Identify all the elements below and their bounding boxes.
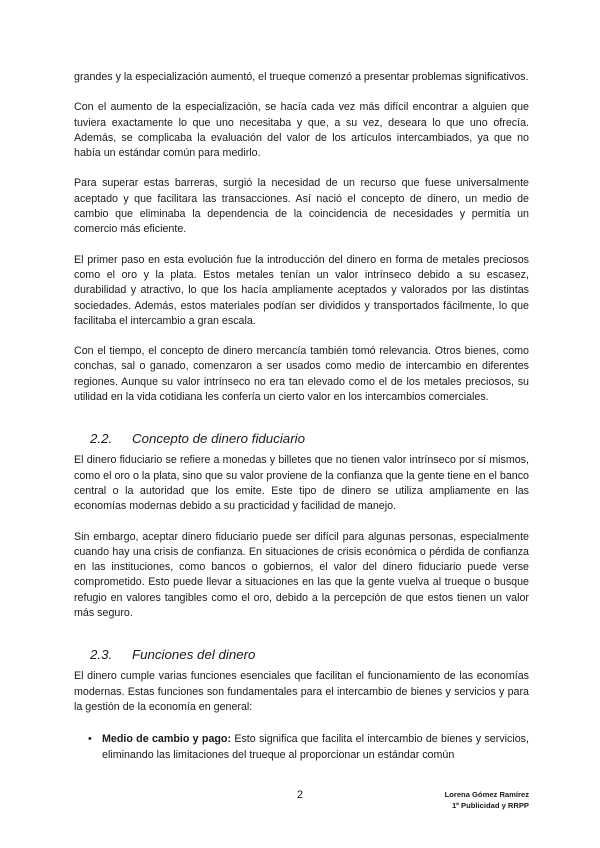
footer-author-block xyxy=(445,790,529,811)
section-number: 2.2. xyxy=(90,431,113,447)
page-number: 2 xyxy=(296,789,304,801)
author-name: Lorena Gómez Ramírez xyxy=(444,790,529,799)
paragraph: Con el tiempo, el concepto de dinero mercancía también tomó relevancia. Otros bienes, como conchas, sal o ganado, comenzaron a ser usados como medio de intercambio en diferentes regiones. Aunque su valor intrínseco no era tan elevado como el de los metales preciosos, su utilidad en la vida cotidiana les confería un cierto valor en los intercambios comerciales. xyxy=(74,345,529,404)
paragraph: Para superar estas barreras, surgió la necesidad de un recurso que fuese universalmente aceptado y que facilitara las transacciones. Así nació el concepto de dinero, un medio de cambio que eliminaba la dependencia de la coincidencia de necesidades y permitía un comercio más eficiente. xyxy=(74,177,529,236)
section-title: Funciones del dinero xyxy=(132,647,256,663)
functions-list xyxy=(74,732,529,763)
list-item xyxy=(74,732,529,763)
bullet-icon: • xyxy=(88,733,92,746)
paragraph: Con el aumento de la especialización, se hacía cada vez más difícil encontrar a alguien que tuviera exactamente lo que uno necesitaba y que, a su vez, deseara lo que uno ofrecía. Además, se complicaba la evaluación del valor de los artículos intercambiados, ya que no había un estándar común para medirlo. xyxy=(74,101,529,160)
paragraph: El dinero fiduciario se refiere a monedas y billetes que no tienen valor intrínseco por sí mismos, como el oro o la plata, sino que su valor proviene de la confianza que la gente tiene en el banco central o la autoridad que los emite. Este tipo de dinero se utiliza ampliamente en las economías modernas debido a su practicidad y facilidad de manejo. xyxy=(74,454,529,513)
list-item-text: Esto significa que facilita el intercambio de bienes y servicios, eliminando las limitaciones del trueque al proporcionar un estándar común xyxy=(102,733,529,761)
paragraph: El dinero cumple varias funciones esenciales que facilitan el funcionamiento de las economías modernas. Estas funciones son fundamentales para el intercambio de bienes y servicios y para la gestión de la economía en general: xyxy=(74,670,529,713)
section-number: 2.3. xyxy=(90,647,113,663)
course-name: 1º Publicidad y RRPP xyxy=(451,800,529,810)
paragraph: Sin embargo, aceptar dinero fiduciario puede ser difícil para algunas personas, especialmente cuando hay una crisis de confianza. En situaciones de crisis económica o pérdida de confianza en las instituciones, como bancos o gobiernos, el valor del dinero fiduciario puede verse comprometido. Esto puede llevar a situaciones en las que la gente vuelva al trueque o busque refugio en valores tangibles como el oro, debido a la percepción de que estos tienen un valor más seguro. xyxy=(74,530,529,620)
section-heading-2-3 xyxy=(74,646,529,664)
paragraph: El primer paso en esta evolución fue la introducción del dinero en forma de metales preciosos como el oro y la plata. Estos metales tenían un valor intrínseco debido a su escasez, durabilidad y atractivo, lo que los hacía ampliamente aceptados y valorados por las distintas sociedades. Además, estos materiales podían ser divididos y transportados fácilmente, lo que facilitaba el intercambio a gran escala. xyxy=(74,253,529,327)
list-item-term: Medio de cambio y pago: xyxy=(102,733,232,746)
paragraph: grandes y la especialización aumentó, el trueque comenzó a presentar problemas significativos. xyxy=(74,71,529,83)
section-title: Concepto de dinero fiduciario xyxy=(132,431,305,447)
section-heading-2-2 xyxy=(74,430,529,448)
document-body xyxy=(74,70,529,763)
